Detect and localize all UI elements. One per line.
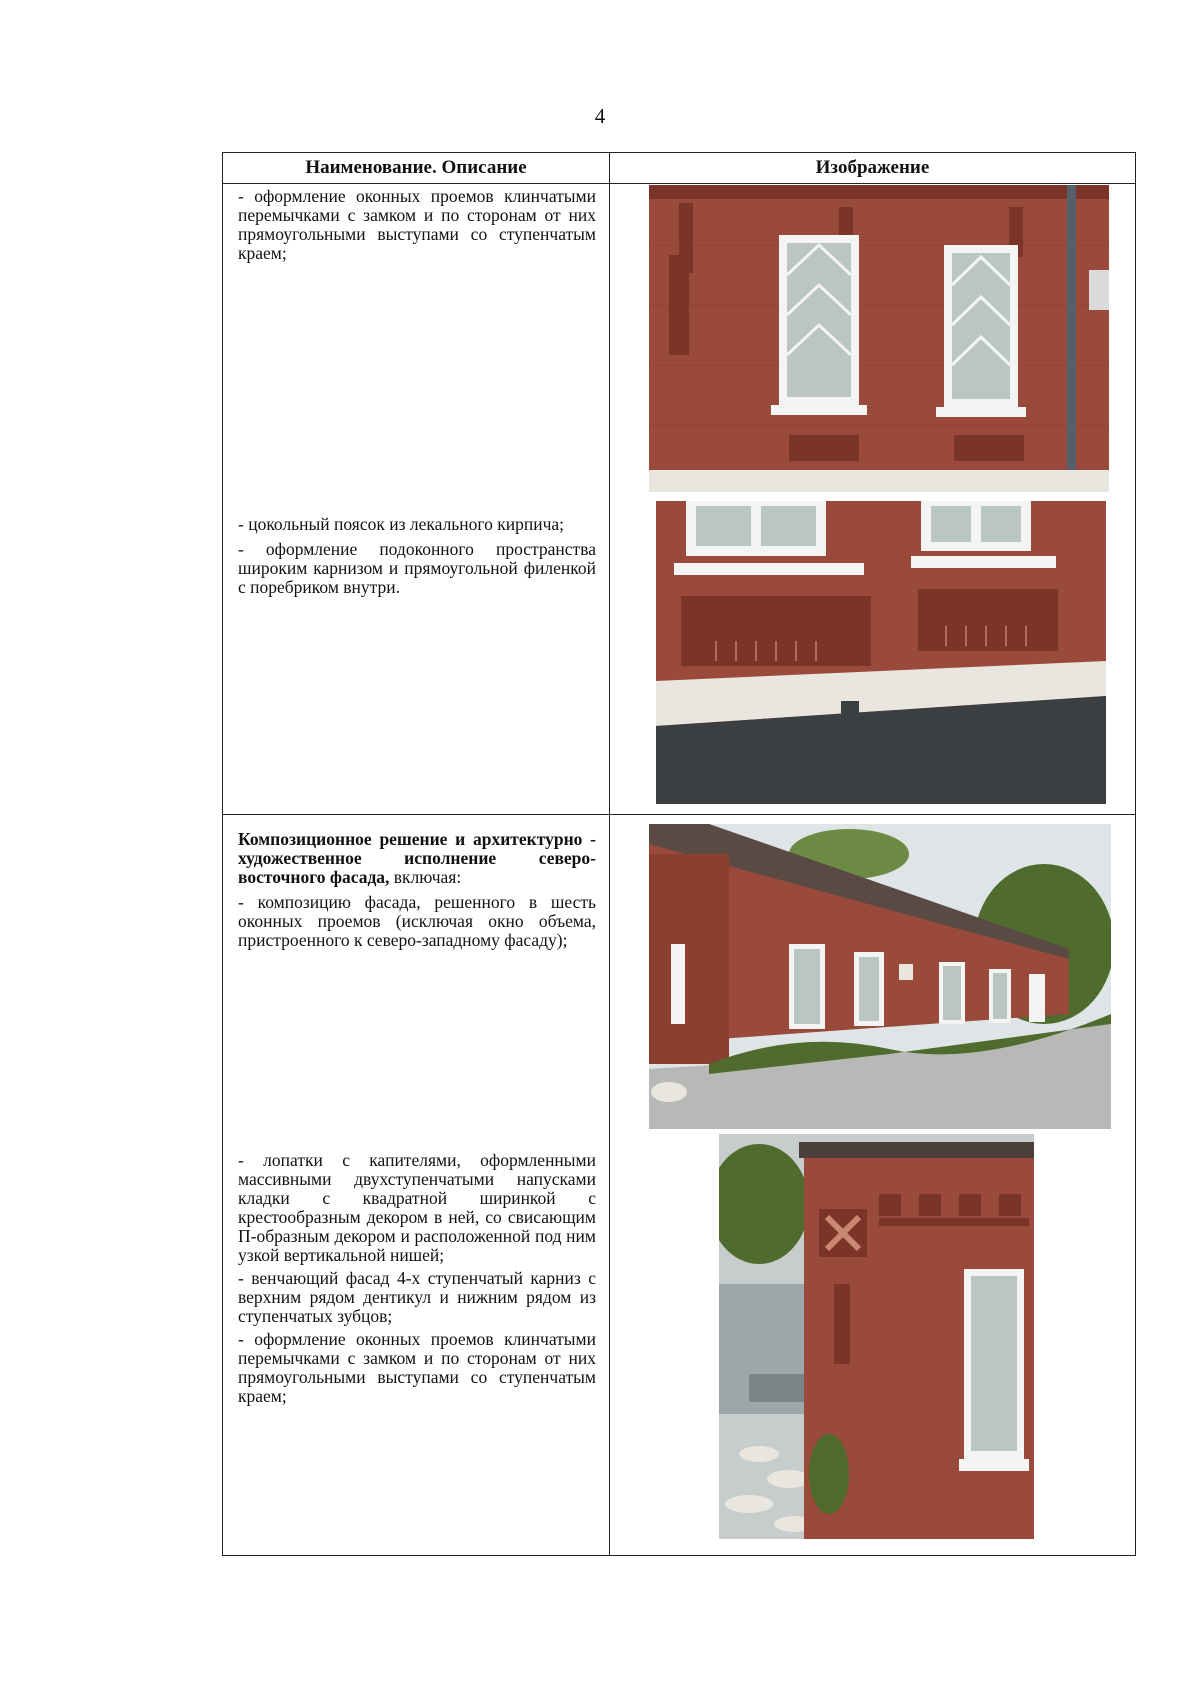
description-cell <box>223 815 610 1556</box>
window-frames-text: - оформление оконных проемов клинчатыми перемычками с замком и по сторонам от них прямоугольными выступами со ступенчатым краем; <box>238 186 596 263</box>
pilasters-text: - лопатки с капителями, оформленными массивными двухступенчатыми напусками кладки с квадратной ширинкой с крестообразным декором в ней, со свисающим П-образным декором и расположенной под ним узкой вертикальной нишей; <box>238 1150 596 1265</box>
heritage-table <box>222 152 1136 1556</box>
cornice-text: - венчающий фасад 4-х ступенчатый карниз с верхним рядом дентикул и нижним рядом из ступенчатых зубцов; <box>238 1268 596 1326</box>
pilaster-detail-photo <box>719 1134 1034 1539</box>
description-cell <box>223 184 610 815</box>
description-block <box>224 185 608 813</box>
table-row <box>223 815 1136 1556</box>
facade-heading <box>238 830 596 887</box>
image-cell <box>610 815 1136 1556</box>
facade-windows-photo <box>649 185 1109 492</box>
facade-heading-suffix: включая: <box>389 867 462 887</box>
column-header-description: Наименование. Описание <box>223 153 610 184</box>
plinth-belt-text: - цокольный поясок из лекального кирпича; <box>238 514 565 534</box>
image-cell <box>610 184 1136 815</box>
northeast-facade-photo <box>649 824 1111 1129</box>
description-block <box>224 816 608 1554</box>
facade-composition-text: - композицию фасада, решенного в шесть оконных проемов (исключая окно объема, пристроенного к северо-западному фасаду); <box>238 892 596 950</box>
window-frames-text-2: - оформление оконных проемов клинчатыми перемычками с замком и по сторонам от них прямоугольными выступами со ступенчатым краем; <box>238 1329 596 1406</box>
sill-space-text: - оформление подоконного пространства широким карнизом и прямоугольной филенкой с поребриком внутри. <box>238 539 596 597</box>
page-number: 4 <box>594 104 606 128</box>
plinth-photo <box>656 501 1106 804</box>
table-row <box>223 184 1136 815</box>
facade-heading-bold: Композиционное решение и архитектурно - художественное исполнение северо-восточного фасада, <box>238 829 596 887</box>
column-header-image: Изображение <box>610 153 1136 184</box>
table-header-row <box>223 153 1136 184</box>
